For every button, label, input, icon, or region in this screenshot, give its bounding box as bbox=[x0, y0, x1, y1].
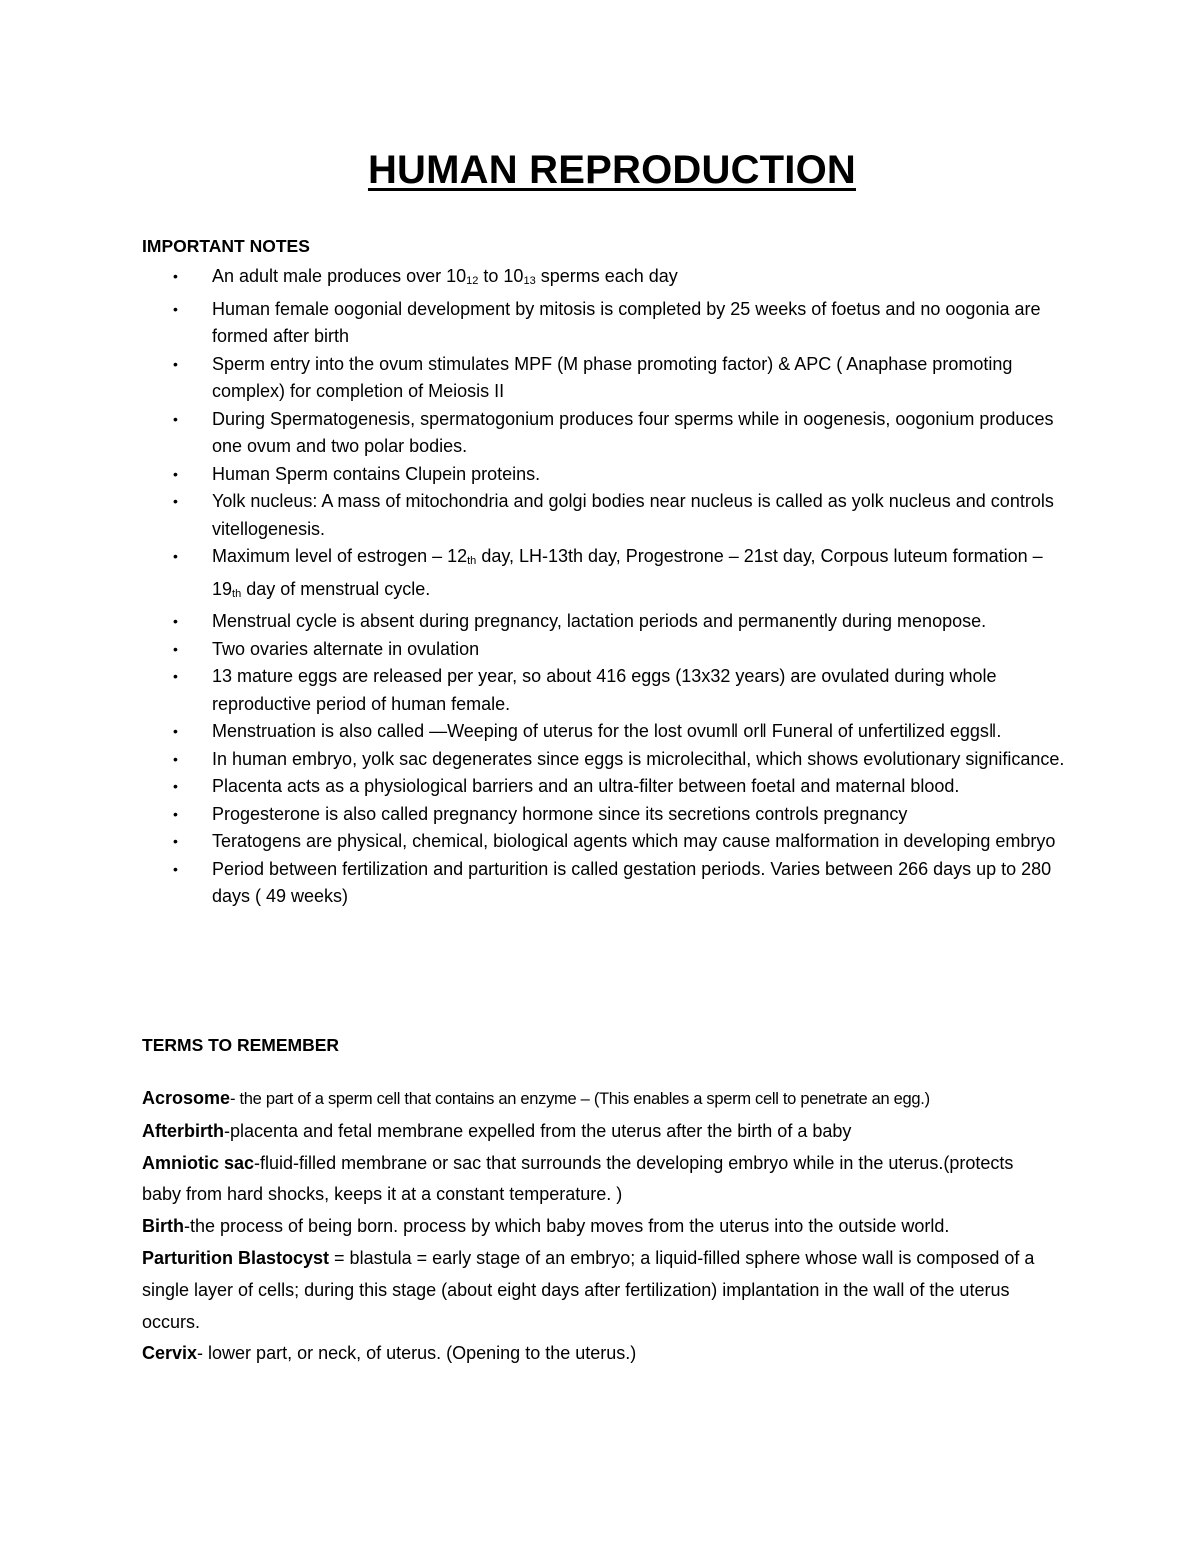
terms-list bbox=[142, 1083, 1042, 1370]
term-definition: -the process of being born. process by which baby moves from the uterus into the outside world. bbox=[184, 1216, 950, 1237]
note-item: • Human female oogonial development by mitosis is completed by 25 weeks of foetus and no oogonia are formed after birth bbox=[142, 296, 1072, 351]
term-definition: = blastula = early stage of an embryo; a liquid-filled sphere whose wall is composed of a single layer of cells; during this stage (about eight days after fertilization) implantation in the wall of the uterus occurs. bbox=[142, 1247, 1035, 1332]
bullet-icon: • bbox=[173, 860, 178, 877]
bullet-icon: • bbox=[173, 465, 178, 482]
note-item: • Period between fertilization and parturition is called gestation periods. Varies between 266 days up to 280 days ( 49 weeks) bbox=[142, 856, 1072, 911]
note-item: • Menstrual cycle is absent during pregnancy, lactation periods and permanently during menopose. bbox=[142, 608, 1072, 636]
bullet-icon: • bbox=[173, 493, 178, 509]
note-item: • Placenta acts as a physiological barriers and an ultra-filter between foetal and maternal blood. bbox=[142, 773, 1072, 801]
bullet-icon: • bbox=[173, 613, 178, 629]
bullet-icon: • bbox=[173, 410, 178, 427]
note-item: • Human Sperm contains Clupein proteins. bbox=[142, 461, 1072, 489]
bullet-icon: • bbox=[173, 668, 178, 684]
term-definition: -fluid-filled membrane or sac that surrounds the developing embryo while in the uterus.(protects baby from hard shocks, keeps it at a constant temperature. ) bbox=[142, 1152, 1014, 1205]
note-item: • In human embryo, yolk sac degenerates since eggs is microlecithal, which shows evolutionary significance. bbox=[142, 746, 1072, 774]
note-item: • 13 mature eggs are released per year, so about 416 eggs (13x32 years) are ovulated during whole reproductive period of human female. bbox=[142, 663, 1072, 718]
bullet-icon: • bbox=[173, 548, 178, 564]
term-word: Acrosome bbox=[142, 1088, 231, 1108]
term-word: Birth bbox=[142, 1216, 184, 1237]
important-notes-list bbox=[142, 263, 1072, 911]
bullet-icon: • bbox=[173, 640, 178, 657]
important-notes-heading: IMPORTANT NOTES bbox=[142, 236, 310, 256]
bullet-icon: • bbox=[173, 833, 178, 849]
term-word: Cervix bbox=[142, 1343, 198, 1364]
bullet-icon: • bbox=[173, 805, 178, 822]
bullet-icon: • bbox=[173, 778, 178, 794]
bullet-icon: • bbox=[173, 268, 178, 284]
bullet-icon: • bbox=[173, 300, 178, 317]
term-word: Parturition Blastocyst bbox=[142, 1247, 330, 1268]
terms-to-remember-heading: TERMS TO REMEMBER bbox=[142, 1035, 340, 1055]
bullet-icon: • bbox=[173, 355, 178, 372]
term-entry bbox=[142, 1148, 1042, 1212]
page-title: HUMAN REPRODUCTION bbox=[367, 148, 857, 192]
term-entry bbox=[142, 1243, 1042, 1338]
term-entry bbox=[142, 1083, 1042, 1116]
note-item: • An adult male produces over $10_{12}$ to $10_{13}$ sperms each day bbox=[142, 263, 1072, 296]
note-item: • Progesterone is also called pregnancy hormone since its secretions controls pregnancy bbox=[142, 801, 1072, 829]
note-item: • During Spermatogenesis, spermatogonium produces four sperms while in oogenesis, oogonium produces one ovum and two polar bodies. bbox=[142, 406, 1072, 461]
bullet-icon: • bbox=[173, 750, 178, 767]
term-entry bbox=[142, 1211, 1042, 1243]
term-entry bbox=[142, 1338, 1042, 1370]
note-item: • Two ovaries alternate in ovulation bbox=[142, 636, 1072, 664]
note-item: • Sperm entry into the ovum stimulates MPF (M phase promoting factor) & APC ( Anaphase promoting complex) for completion of Meiosis II bbox=[142, 351, 1072, 406]
note-item: • Maximum level of estrogen – $12_{th}$ day, LH-13th day, Progestrone – 21st day, Corpous luteum formation – $19_{th}$ day of menstrual cycle. bbox=[142, 543, 1072, 608]
note-item: • Yolk nucleus: A mass of mitochondria and golgi bodies near nucleus is called as yolk nucleus and controls vitellogenesis. bbox=[142, 488, 1072, 543]
term-entry bbox=[142, 1116, 1042, 1148]
term-word: Amniotic sac bbox=[142, 1152, 255, 1173]
term-definition: -placenta and fetal membrane expelled from the uterus after the birth of a baby bbox=[224, 1120, 852, 1141]
term-word: Afterbirth bbox=[142, 1120, 224, 1141]
term-definition: - the part of a sperm cell that contains an enzyme – (This enables a sperm cell to penetrate an egg.) bbox=[230, 1090, 930, 1108]
note-item: • Teratogens are physical, chemical, biological agents which may cause malformation in developing embryo bbox=[142, 828, 1072, 856]
note-item: • Menstruation is also called ―Weeping of uterus for the lost ovum‖ or‖ Funeral of unfertilized eggs‖. bbox=[142, 718, 1072, 746]
term-definition: - lower part, or neck, of uterus. (Opening to the uterus.) bbox=[197, 1343, 637, 1364]
bullet-icon: • bbox=[173, 723, 178, 739]
